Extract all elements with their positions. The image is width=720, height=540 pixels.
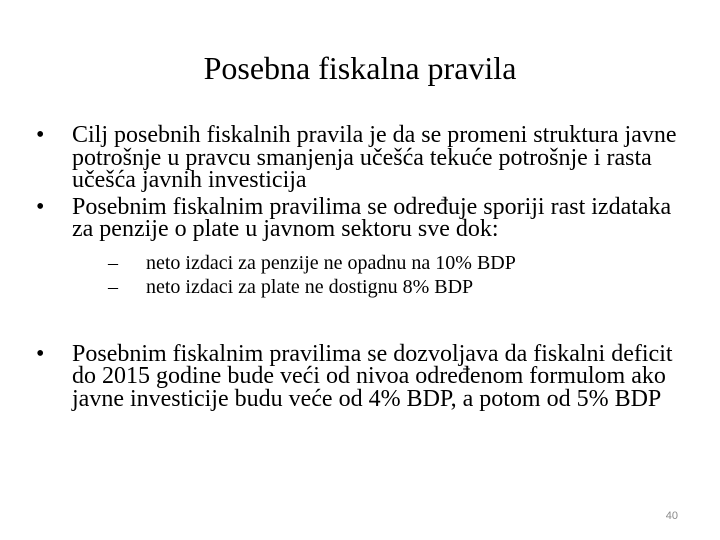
sub-bullet-text: neto izdaci za penzije ne opadnu na 10% BDP bbox=[146, 251, 516, 274]
bullet-text: Cilj posebnih fiskalnih pravila je da se promeni struktura javne potrošnje u pravcu smanjenja učešća tekuće potrošnje i rasta učešća javnih investicija bbox=[72, 122, 677, 193]
bullet-item bbox=[36, 340, 696, 412]
bullet-marker: • bbox=[36, 340, 45, 367]
sub-bullet-item bbox=[72, 275, 696, 299]
bullet-item bbox=[36, 193, 696, 299]
bullet-item bbox=[36, 124, 696, 192]
bullet-marker: • bbox=[36, 122, 45, 148]
slide-body bbox=[36, 124, 696, 414]
sub-bullet-text: neto izdaci za plate ne dostignu 8% BDP bbox=[146, 275, 474, 298]
bullet-text: Posebnim fiskalnim pravilima se dozvoljava da fiskalni deficit do 2015 godine bude veći od nivoa određenom formulom ako javne investicije budu veće od 4% BDP, a potom od 5% BDP bbox=[72, 340, 673, 412]
sub-bullet-marker: – bbox=[108, 275, 118, 298]
sub-bullet-item bbox=[72, 251, 696, 275]
bullet-text: Posebnim fiskalnim pravilima se određuje sporiji rast izdataka za penzije o plate u javnom sektoru sve dok: bbox=[72, 193, 672, 242]
sub-bullet-marker: – bbox=[108, 251, 118, 274]
sub-bullet-list bbox=[72, 251, 696, 299]
page-number: 40 bbox=[665, 510, 678, 522]
slide-title: Posebna fiskalna pravila bbox=[203, 50, 517, 86]
bullet-marker: • bbox=[36, 193, 45, 220]
